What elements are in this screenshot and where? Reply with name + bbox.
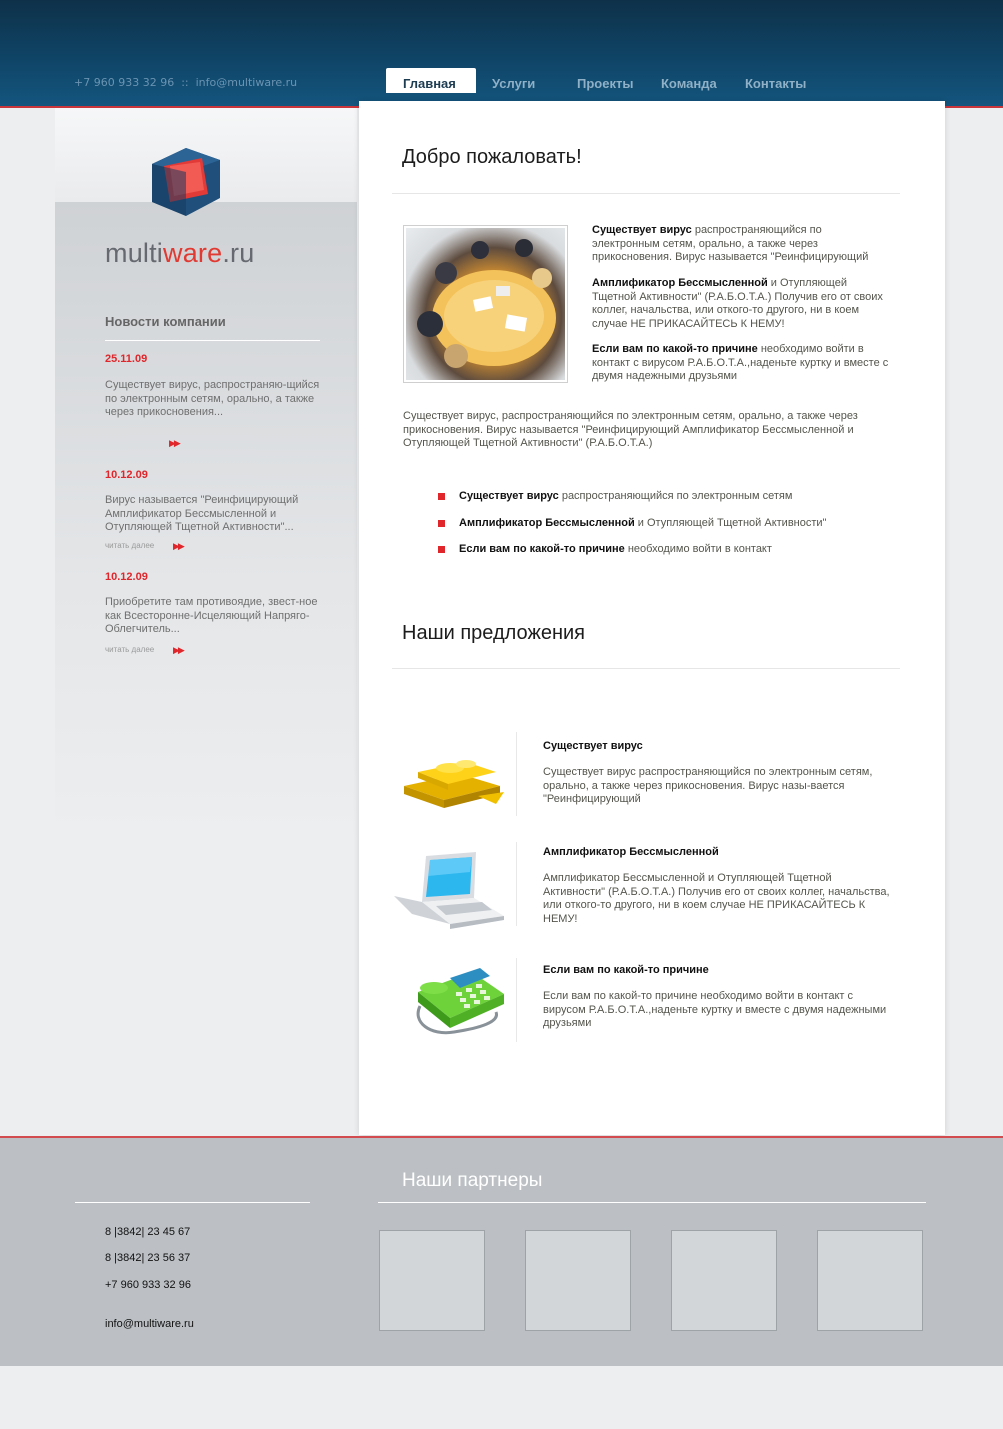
meeting-illustration-icon — [406, 228, 565, 380]
bullet-item-text: распространяющийся по электронным сетям — [558, 490, 793, 502]
header-contacts — [74, 76, 297, 89]
nav-item-home[interactable]: Главная — [386, 68, 476, 93]
offer-text: Существует вирус распространяющийся по электронным сетям, орально, а также через прикосновения. Вирус назы-вается "Реинфицирующий — [543, 766, 873, 805]
partner-logo[interactable] — [525, 1230, 631, 1331]
meeting-photo-image — [406, 228, 565, 380]
offers-title: Наши предложения — [402, 622, 585, 644]
offer-divider — [516, 958, 517, 1042]
bullet-icon — [438, 493, 445, 500]
offer-text: Если вам по какой-то причине необходимо войти в контакт с вирусом Р.А.Б.О.Т.А.,наденьте куртку и вместе с двумя надежными друзьями — [543, 990, 887, 1029]
footer-email-link[interactable]: info@multiware.ru — [105, 1318, 194, 1330]
partner-logo[interactable] — [817, 1230, 923, 1331]
welcome-paragraph-3-bold: Если вам по какой-то причине — [592, 343, 758, 355]
news-text: Вирус называется "Реинфицирующий Амплификатор Бессмысленной и Отупляющей Тщетной Активности"... — [105, 494, 299, 533]
welcome-paragraph-2 — [592, 277, 892, 331]
gold-bars-icon — [400, 752, 510, 812]
read-more-arrow-icon[interactable]: ▶▶ — [173, 542, 183, 552]
welcome-paragraph-3 — [592, 343, 892, 384]
welcome-paragraph-1-text: распространяющийся по электронным сетям, орально, а также через прикосновения. Вирус называется "Реинфицирующий — [592, 224, 869, 263]
offer-text: Амплификатор Бессмысленной и Отупляющей Тщетной Активности" (Р.А.Б.О.Т.А.) Получив его от своих коллег, начальства, или откого-то другого, ни в коем случае НЕ ПРИКАСАЙТЕСЬ К НЕМУ! — [543, 872, 890, 925]
offer-title: Амплификатор Бессмысленной — [543, 846, 719, 858]
news-date: 10.12.09 — [105, 571, 148, 583]
welcome-paragraph-wide: Существует вирус, распространяющийся по электронным сетям, орально, а также через прикосновения. Вирус называется "Реинфицирующий Амплификатор Бессмысленной и Отупляющей Тщетной Активности" (Р.А.Б.О.Т.А.) — [403, 410, 858, 449]
read-more-arrow-icon[interactable]: ▶▶ — [173, 646, 183, 656]
bullet-item-bold: Если вам по какой-то причине — [459, 543, 625, 555]
footer-phone: 8 |3842| 23 56 37 — [105, 1252, 191, 1264]
bullet-item — [459, 543, 899, 557]
header-separator: :: — [181, 76, 189, 89]
bullet-item-text: и Отупляющей Тщетной Активности" — [634, 517, 827, 529]
news-text: Приобретите там противоядие, звест-ное как Всесторонне-Исцеляющий Напряго-Облегчитель... — [105, 596, 318, 635]
read-more-link[interactable]: читать далее — [105, 541, 155, 550]
footer-contacts-divider — [75, 1202, 310, 1203]
meeting-photo — [403, 225, 568, 383]
laptop-icon — [392, 852, 506, 932]
bullet-item — [459, 517, 899, 531]
bullet-icon — [438, 546, 445, 553]
footer-phone: 8 |3842| 23 45 67 — [105, 1226, 191, 1238]
welcome-title: Добро пожаловать! — [402, 146, 582, 168]
logo-part3: .ru — [222, 238, 255, 268]
news-divider — [105, 340, 320, 341]
footer-partners-divider — [378, 1202, 926, 1203]
welcome-paragraph-1-bold: Существует вирус — [592, 224, 692, 236]
read-more-link[interactable]: читать далее — [105, 645, 155, 654]
logo-part1: multi — [105, 238, 164, 268]
welcome-paragraph-2-bold: Амплификатор Бессмысленной — [592, 277, 768, 289]
offer-divider — [516, 842, 517, 926]
partner-logo[interactable] — [671, 1230, 777, 1331]
logo-cube-icon[interactable] — [150, 146, 222, 218]
bullet-item-bold: Существует вирус — [459, 490, 559, 502]
read-more-arrow-icon[interactable]: ▶▶ — [169, 439, 179, 449]
footer-phone: +7 960 933 32 96 — [105, 1279, 191, 1291]
logo-part2: ware — [163, 238, 223, 268]
partner-logo[interactable] — [379, 1230, 485, 1331]
nav-item-team[interactable]: Команда — [661, 76, 717, 91]
news-text: Существует вирус, распространяю-щийся по электронным сетям, орально, а также через прикосновения... — [105, 379, 320, 418]
header-phone: +7 960 933 32 96 — [74, 76, 175, 89]
offer-title: Если вам по какой-то причине — [543, 964, 709, 976]
welcome-paragraph-2-text: и Отупляющей Тщетной Активности" (Р.А.Б.О.Т.А.) Получив его от своих коллег, начальства, или откого-то другого, ни в коем случае НЕ ПРИКАСАЙТЕСЬ К НЕМУ! — [592, 277, 883, 330]
bullet-icon — [438, 520, 445, 527]
footer-bottom — [0, 1366, 1003, 1429]
bullet-item-text: необходимо войти в контакт — [624, 543, 772, 555]
welcome-paragraph-1 — [592, 224, 892, 265]
logo-text[interactable] — [105, 238, 254, 269]
news-title: Новости компании — [105, 314, 226, 329]
welcome-paragraph-3-text: необходимо войти в контакт с вирусом Р.А.Б.О.Т.А.,наденьте куртку и вместе с двумя надежными друзьями — [592, 343, 889, 382]
bullet-item-bold: Амплификатор Бессмысленной — [459, 517, 635, 529]
bullet-item — [459, 490, 899, 504]
news-date: 10.12.09 — [105, 469, 148, 481]
offer-divider — [516, 732, 517, 816]
header-email-link[interactable]: info@multiware.ru — [195, 76, 298, 89]
phone-icon — [410, 966, 506, 1038]
header — [0, 0, 1003, 108]
partners-title: Наши партнеры — [402, 1170, 543, 1191]
welcome-divider — [392, 193, 900, 194]
nav-item-services[interactable]: Услуги — [492, 76, 536, 91]
main-nav — [386, 68, 820, 93]
news-date: 25.11.09 — [105, 353, 148, 365]
nav-item-contacts[interactable]: Контакты — [745, 76, 807, 91]
offers-divider — [392, 668, 900, 669]
offer-title: Существует вирус — [543, 740, 643, 752]
nav-item-projects[interactable]: Проекты — [577, 76, 634, 91]
